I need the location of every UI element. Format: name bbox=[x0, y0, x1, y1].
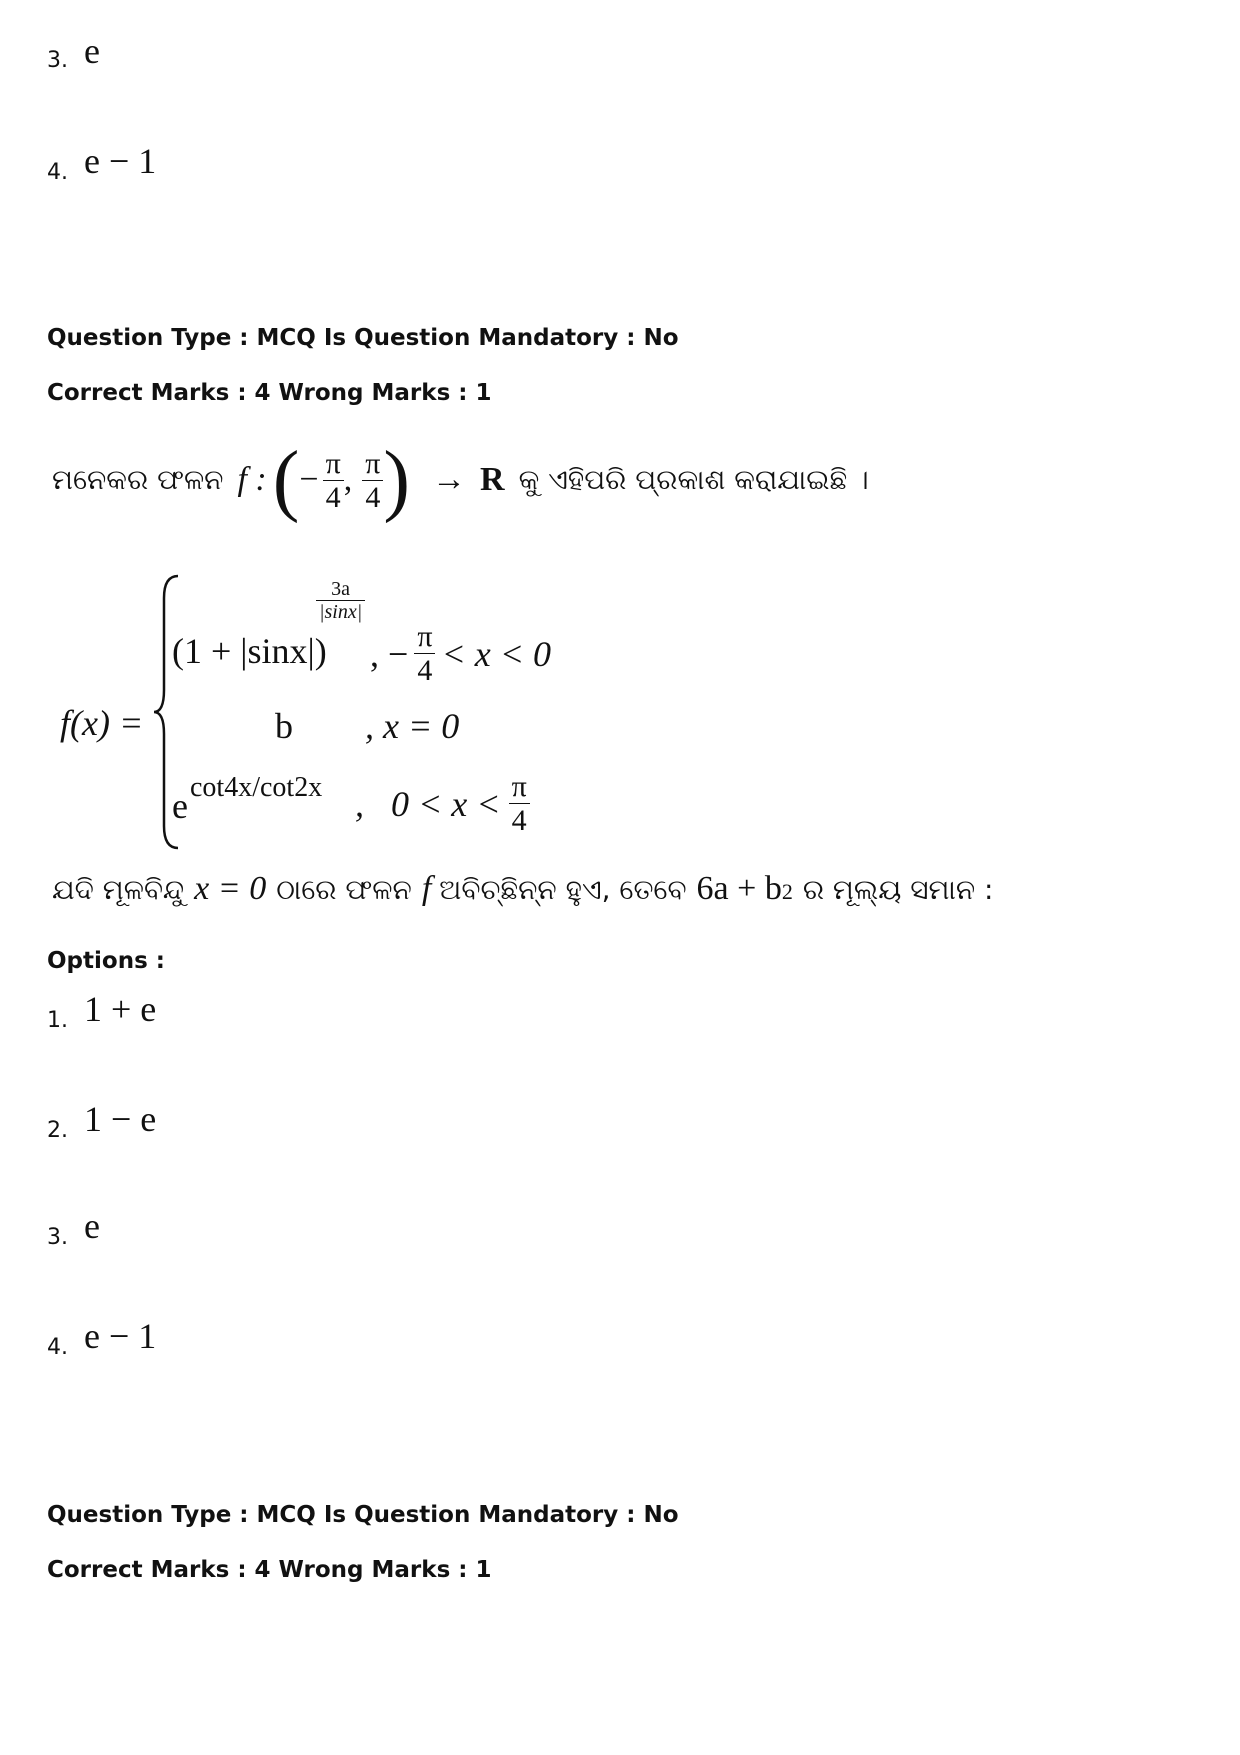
option-number: 1. bbox=[47, 1008, 68, 1033]
case2-expression: b bbox=[275, 706, 293, 746]
case1-expression: (1 + |sinx|) bbox=[172, 631, 327, 671]
function-name: f : bbox=[237, 461, 267, 498]
question-type-line: Question Type : MCQ Is Question Mandatory : No bbox=[47, 325, 679, 351]
option-value: e bbox=[84, 1206, 100, 1246]
option-value: 1 − e bbox=[84, 1099, 157, 1139]
question-type-line: Question Type : MCQ Is Question Mandatory : No bbox=[47, 1502, 679, 1528]
case1-exponent: $\frac{3a}{|\sin x|}$ bbox=[316, 578, 365, 623]
marks-line: Correct Marks : 4 Wrong Marks : 1 bbox=[47, 380, 492, 406]
question-statement: ଯଦି ମୂଳବିନ୍ଦୁ x = 0 ଠାରେ ଫଳନ f ଅବିଚ୍ଛିନ୍ନ ହୁଏ, ତେବେ 6a + b 2 ର ମୂଲ୍ୟ ସମାନ : bbox=[52, 870, 994, 907]
fraction-pi-over-4: $\frac{\pi}{4}$ bbox=[323, 447, 344, 514]
question-intro bbox=[52, 432, 869, 528]
option-number: 4. bbox=[47, 1335, 68, 1360]
left-paren: ( bbox=[272, 436, 300, 524]
case1-condition: , − $\frac{\pi}{4}$ < x < 0 bbox=[370, 620, 552, 687]
option-number: 2. bbox=[47, 1118, 68, 1143]
option-number: 4. bbox=[47, 160, 68, 185]
case3-exponent: cot4x/cot2x bbox=[190, 772, 323, 803]
marks-line: Correct Marks : 4 Wrong Marks : 1 bbox=[47, 1557, 492, 1583]
option-value: e bbox=[84, 31, 100, 71]
fraction-pi-over-4: $\frac{\pi}{4}$ bbox=[509, 770, 530, 837]
fraction-pi-over-4: $\frac{\pi}{4}$ bbox=[414, 620, 435, 687]
case2-condition: , x = 0 bbox=[365, 706, 460, 746]
option-value: e − 1 bbox=[84, 141, 157, 181]
option-number: 3. bbox=[47, 48, 68, 73]
intro-tail: କୁ ଏହିପରି ପ୍ରକାଶ କରାଯାଇଛି । bbox=[518, 463, 869, 496]
fraction-pi-over-4: $\frac{\pi}{4}$ bbox=[362, 447, 383, 514]
options-label: Options : bbox=[47, 948, 165, 974]
arrow: → bbox=[432, 461, 467, 498]
case3-base: e bbox=[172, 786, 188, 826]
option-number: 3. bbox=[47, 1225, 68, 1250]
fx-label: f(x) = bbox=[60, 703, 144, 743]
option-value: 1 + e bbox=[84, 989, 157, 1029]
case3-condition: , 0 < x < $\frac{\pi}{4}$ bbox=[355, 770, 530, 837]
reals-symbol: R bbox=[480, 461, 505, 498]
right-paren: ) bbox=[383, 436, 411, 524]
comma: , bbox=[343, 461, 353, 498]
intro-text: ମନେକର ଫଳନ bbox=[52, 463, 224, 496]
minus-sign: − bbox=[299, 461, 319, 498]
option-value: e − 1 bbox=[84, 1316, 157, 1356]
